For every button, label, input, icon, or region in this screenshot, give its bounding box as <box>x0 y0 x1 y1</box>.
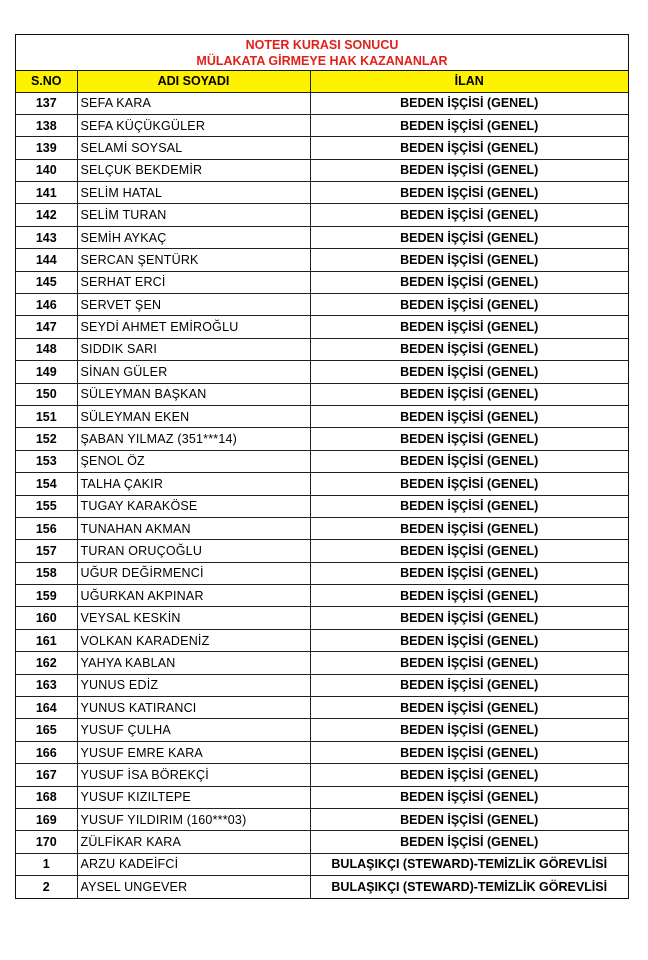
row-sno: 170 <box>16 831 77 853</box>
row-sno: 2 <box>16 876 77 898</box>
row-ilan: BEDEN İŞÇİSİ (GENEL) <box>310 450 628 472</box>
row-name: SELİM TURAN <box>77 204 310 226</box>
table-row <box>16 159 628 181</box>
row-ilan: BEDEN İŞÇİSİ (GENEL) <box>310 204 628 226</box>
table-row <box>16 786 628 808</box>
row-ilan: BEDEN İŞÇİSİ (GENEL) <box>310 585 628 607</box>
table-row <box>16 271 628 293</box>
row-ilan: BEDEN İŞÇİSİ (GENEL) <box>310 271 628 293</box>
row-name: ARZU KADEİFCİ <box>77 853 310 875</box>
table-row <box>16 428 628 450</box>
row-sno: 151 <box>16 405 77 427</box>
header-ilan: İLAN <box>310 71 628 92</box>
row-name: SERVET ŞEN <box>77 294 310 316</box>
row-name: TUGAY KARAKÖSE <box>77 495 310 517</box>
table-row <box>16 249 628 271</box>
row-sno: 140 <box>16 159 77 181</box>
row-ilan: BEDEN İŞÇİSİ (GENEL) <box>310 562 628 584</box>
row-ilan: BEDEN İŞÇİSİ (GENEL) <box>310 719 628 741</box>
table-row <box>16 137 628 159</box>
row-name: YUSUF İSA BÖREKÇİ <box>77 764 310 786</box>
table-row <box>16 92 628 114</box>
row-sno: 169 <box>16 809 77 831</box>
row-ilan: BULAŞIKÇI (STEWARD)-TEMİZLİK GÖREVLİSİ <box>310 876 628 898</box>
row-sno: 156 <box>16 517 77 539</box>
row-ilan: BEDEN İŞÇİSİ (GENEL) <box>310 137 628 159</box>
row-ilan: BEDEN İŞÇİSİ (GENEL) <box>310 809 628 831</box>
row-name: SÜLEYMAN EKEN <box>77 405 310 427</box>
table-row <box>16 204 628 226</box>
row-sno: 150 <box>16 383 77 405</box>
table-row <box>16 719 628 741</box>
table-row <box>16 473 628 495</box>
row-sno: 138 <box>16 114 77 136</box>
header-row <box>16 71 628 92</box>
row-sno: 168 <box>16 786 77 808</box>
table-row <box>16 114 628 136</box>
row-sno: 154 <box>16 473 77 495</box>
table-row <box>16 674 628 696</box>
table-row <box>16 629 628 651</box>
row-sno: 162 <box>16 652 77 674</box>
row-ilan: BEDEN İŞÇİSİ (GENEL) <box>310 473 628 495</box>
row-sno: 164 <box>16 697 77 719</box>
table-row <box>16 226 628 248</box>
row-sno: 144 <box>16 249 77 271</box>
row-sno: 153 <box>16 450 77 472</box>
row-name: SELİM HATAL <box>77 182 310 204</box>
row-ilan: BEDEN İŞÇİSİ (GENEL) <box>310 831 628 853</box>
row-ilan: BEDEN İŞÇİSİ (GENEL) <box>310 249 628 271</box>
table-row <box>16 876 628 898</box>
table-row <box>16 585 628 607</box>
table-row <box>16 652 628 674</box>
row-name: ZÜLFİKAR KARA <box>77 831 310 853</box>
row-sno: 141 <box>16 182 77 204</box>
row-sno: 152 <box>16 428 77 450</box>
row-name: SEFA KARA <box>77 92 310 114</box>
row-name: SELAMİ SOYSAL <box>77 137 310 159</box>
results-sheet <box>15 34 629 899</box>
table-row <box>16 450 628 472</box>
row-name: UĞURKAN AKPINAR <box>77 585 310 607</box>
row-name: SIDDIK SARI <box>77 338 310 360</box>
row-ilan: BEDEN İŞÇİSİ (GENEL) <box>310 607 628 629</box>
row-sno: 148 <box>16 338 77 360</box>
table-row <box>16 831 628 853</box>
table-row <box>16 361 628 383</box>
table-row <box>16 316 628 338</box>
row-sno: 147 <box>16 316 77 338</box>
results-table <box>16 71 628 898</box>
row-sno: 137 <box>16 92 77 114</box>
row-sno: 142 <box>16 204 77 226</box>
row-ilan: BEDEN İŞÇİSİ (GENEL) <box>310 786 628 808</box>
row-name: YUNUS KATIRANCI <box>77 697 310 719</box>
row-name: TUNAHAN AKMAN <box>77 517 310 539</box>
row-name: ŞABAN YILMAZ (351***14) <box>77 428 310 450</box>
table-row <box>16 182 628 204</box>
table-row <box>16 294 628 316</box>
row-name: AYSEL UNGEVER <box>77 876 310 898</box>
row-sno: 165 <box>16 719 77 741</box>
title-block <box>16 35 628 71</box>
table-row <box>16 562 628 584</box>
row-ilan: BEDEN İŞÇİSİ (GENEL) <box>310 159 628 181</box>
row-name: SEYDİ AHMET EMİROĞLU <box>77 316 310 338</box>
row-ilan: BEDEN İŞÇİSİ (GENEL) <box>310 741 628 763</box>
row-sno: 146 <box>16 294 77 316</box>
row-ilan: BEDEN İŞÇİSİ (GENEL) <box>310 383 628 405</box>
table-row <box>16 853 628 875</box>
row-sno: 167 <box>16 764 77 786</box>
row-name: SİNAN GÜLER <box>77 361 310 383</box>
table-row <box>16 405 628 427</box>
header-name: ADI SOYADI <box>77 71 310 92</box>
row-ilan: BEDEN İŞÇİSİ (GENEL) <box>310 338 628 360</box>
row-ilan: BEDEN İŞÇİSİ (GENEL) <box>310 92 628 114</box>
table-body <box>16 92 628 898</box>
row-ilan: BEDEN İŞÇİSİ (GENEL) <box>310 764 628 786</box>
row-ilan: BEDEN İŞÇİSİ (GENEL) <box>310 495 628 517</box>
row-sno: 166 <box>16 741 77 763</box>
row-name: SEFA KÜÇÜKGÜLER <box>77 114 310 136</box>
row-name: VOLKAN KARADENİZ <box>77 629 310 651</box>
row-name: VEYSAL KESKİN <box>77 607 310 629</box>
row-ilan: BEDEN İŞÇİSİ (GENEL) <box>310 652 628 674</box>
row-ilan: BEDEN İŞÇİSİ (GENEL) <box>310 405 628 427</box>
row-name: SELÇUK BEKDEMİR <box>77 159 310 181</box>
row-name: YUSUF YILDIRIM (160***03) <box>77 809 310 831</box>
header-sno: S.NO <box>16 71 77 92</box>
table-row <box>16 697 628 719</box>
row-sno: 158 <box>16 562 77 584</box>
row-sno: 139 <box>16 137 77 159</box>
row-ilan: BEDEN İŞÇİSİ (GENEL) <box>310 114 628 136</box>
row-name: YUSUF EMRE KARA <box>77 741 310 763</box>
table-row <box>16 764 628 786</box>
row-ilan: BEDEN İŞÇİSİ (GENEL) <box>310 182 628 204</box>
row-ilan: BEDEN İŞÇİSİ (GENEL) <box>310 540 628 562</box>
table-row <box>16 540 628 562</box>
title-line-1: NOTER KURASI SONUCU <box>245 38 399 52</box>
table-row <box>16 809 628 831</box>
row-sno: 145 <box>16 271 77 293</box>
table-row <box>16 741 628 763</box>
row-sno: 149 <box>16 361 77 383</box>
table-row <box>16 517 628 539</box>
row-ilan: BEDEN İŞÇİSİ (GENEL) <box>310 517 628 539</box>
row-name: ŞENOL ÖZ <box>77 450 310 472</box>
row-ilan: BEDEN İŞÇİSİ (GENEL) <box>310 361 628 383</box>
table-row <box>16 338 628 360</box>
row-name: YUSUF ÇULHA <box>77 719 310 741</box>
row-name: UĞUR DEĞİRMENCİ <box>77 562 310 584</box>
row-sno: 157 <box>16 540 77 562</box>
table-row <box>16 607 628 629</box>
row-name: SERHAT ERCİ <box>77 271 310 293</box>
row-ilan: BEDEN İŞÇİSİ (GENEL) <box>310 316 628 338</box>
row-ilan: BEDEN İŞÇİSİ (GENEL) <box>310 674 628 696</box>
row-name: TALHA ÇAKIR <box>77 473 310 495</box>
title-line-2: MÜLAKATA GİRMEYE HAK KAZANANLAR <box>196 54 448 68</box>
row-sno: 155 <box>16 495 77 517</box>
row-sno: 143 <box>16 226 77 248</box>
row-ilan: BEDEN İŞÇİSİ (GENEL) <box>310 294 628 316</box>
row-ilan: BEDEN İŞÇİSİ (GENEL) <box>310 697 628 719</box>
table-row <box>16 383 628 405</box>
row-ilan: BEDEN İŞÇİSİ (GENEL) <box>310 629 628 651</box>
row-name: SÜLEYMAN BAŞKAN <box>77 383 310 405</box>
row-name: TURAN ORUÇOĞLU <box>77 540 310 562</box>
table-row <box>16 495 628 517</box>
row-sno: 161 <box>16 629 77 651</box>
row-name: YAHYA KABLAN <box>77 652 310 674</box>
row-name: YUNUS EDİZ <box>77 674 310 696</box>
row-sno: 160 <box>16 607 77 629</box>
row-name: YUSUF KIZILTEPE <box>77 786 310 808</box>
row-sno: 159 <box>16 585 77 607</box>
row-name: SEMİH AYKAÇ <box>77 226 310 248</box>
row-name: SERCAN ŞENTÜRK <box>77 249 310 271</box>
row-sno: 163 <box>16 674 77 696</box>
row-ilan: BEDEN İŞÇİSİ (GENEL) <box>310 428 628 450</box>
row-ilan: BULAŞIKÇI (STEWARD)-TEMİZLİK GÖREVLİSİ <box>310 853 628 875</box>
row-ilan: BEDEN İŞÇİSİ (GENEL) <box>310 226 628 248</box>
row-sno: 1 <box>16 853 77 875</box>
